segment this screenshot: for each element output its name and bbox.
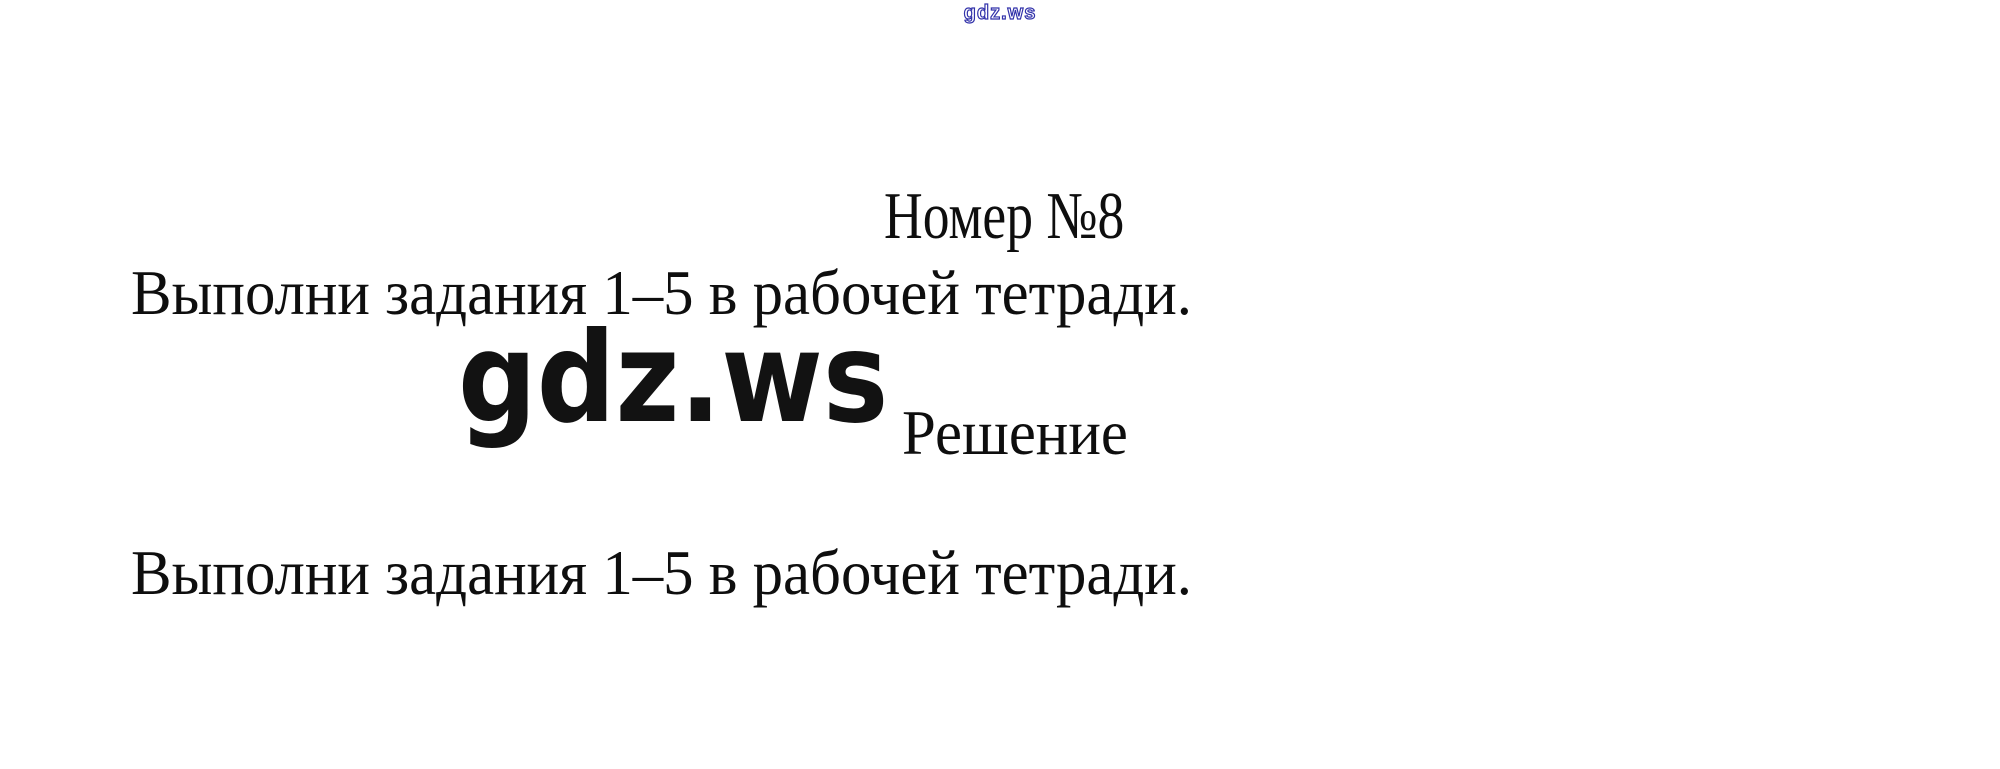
task-number-heading: Номер №8 [884, 178, 1125, 253]
site-watermark-top: gdz.ws [963, 2, 1037, 24]
task-text-line: Выполни задания 1–5 в рабочей тетради. [131, 257, 1193, 328]
solution-label: Решение [902, 397, 1128, 468]
solution-task-text-line: Выполни задания 1–5 в рабочей тетради. [131, 537, 1193, 608]
site-watermark-large: gdz.ws [458, 306, 889, 451]
